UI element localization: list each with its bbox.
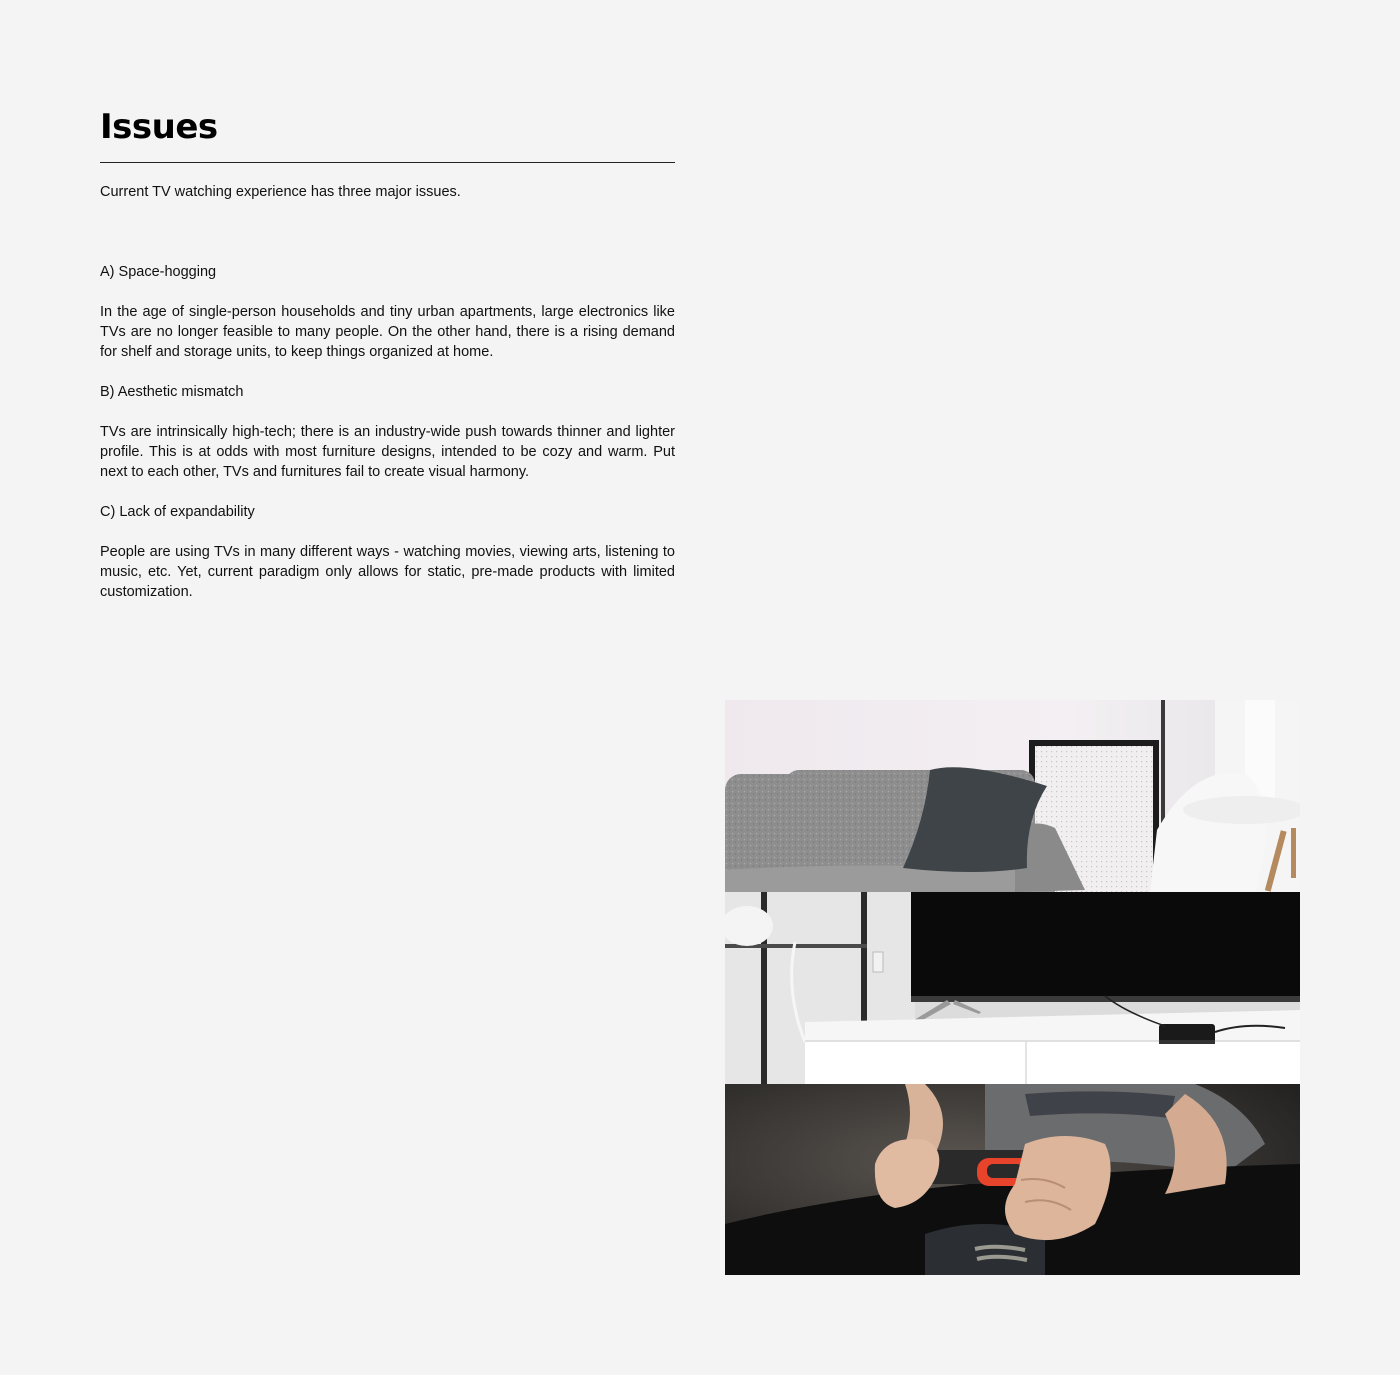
issues-section — [100, 100, 675, 602]
issue-body-aesthetic-mismatch: TVs are intrinsically high-tech; there is an industry-wide push towards thinner and lighter profile. This is at odds with most furniture designs, intended to be cozy and warm. Put next to each other, TVs and furnitures fail to create visual harmony. — [100, 424, 675, 480]
issue-heading-lack-of-expandability: C) Lack of expandability — [100, 504, 255, 520]
issue-body-lack-of-expandability: People are using TVs in many different ways - watching movies, viewing arts, listening to music, etc. Yet, current paradigm only allows for static, pre-made products with limited customization. — [100, 544, 675, 600]
tv-on-white-console-photo — [725, 892, 1300, 1084]
issue-heading-space-hogging: A) Space-hogging — [100, 264, 217, 280]
intro-text: Current TV watching experience has three major issues. — [100, 184, 461, 200]
title-divider — [100, 162, 675, 163]
issue-body-space-hogging: In the age of single-person households and tiny urban apartments, large electronics like TVs are no longer feasible to many people. On the other hand, there is a rising demand for shelf and storage units, to keep things organized at home. — [100, 304, 675, 360]
section-title: Issues — [100, 107, 218, 147]
photo-collage — [725, 700, 1300, 1275]
hands-holding-game-controller-photo — [725, 1084, 1300, 1275]
living-room-sofa-photo — [725, 700, 1300, 892]
issue-heading-aesthetic-mismatch: B) Aesthetic mismatch — [100, 384, 244, 400]
